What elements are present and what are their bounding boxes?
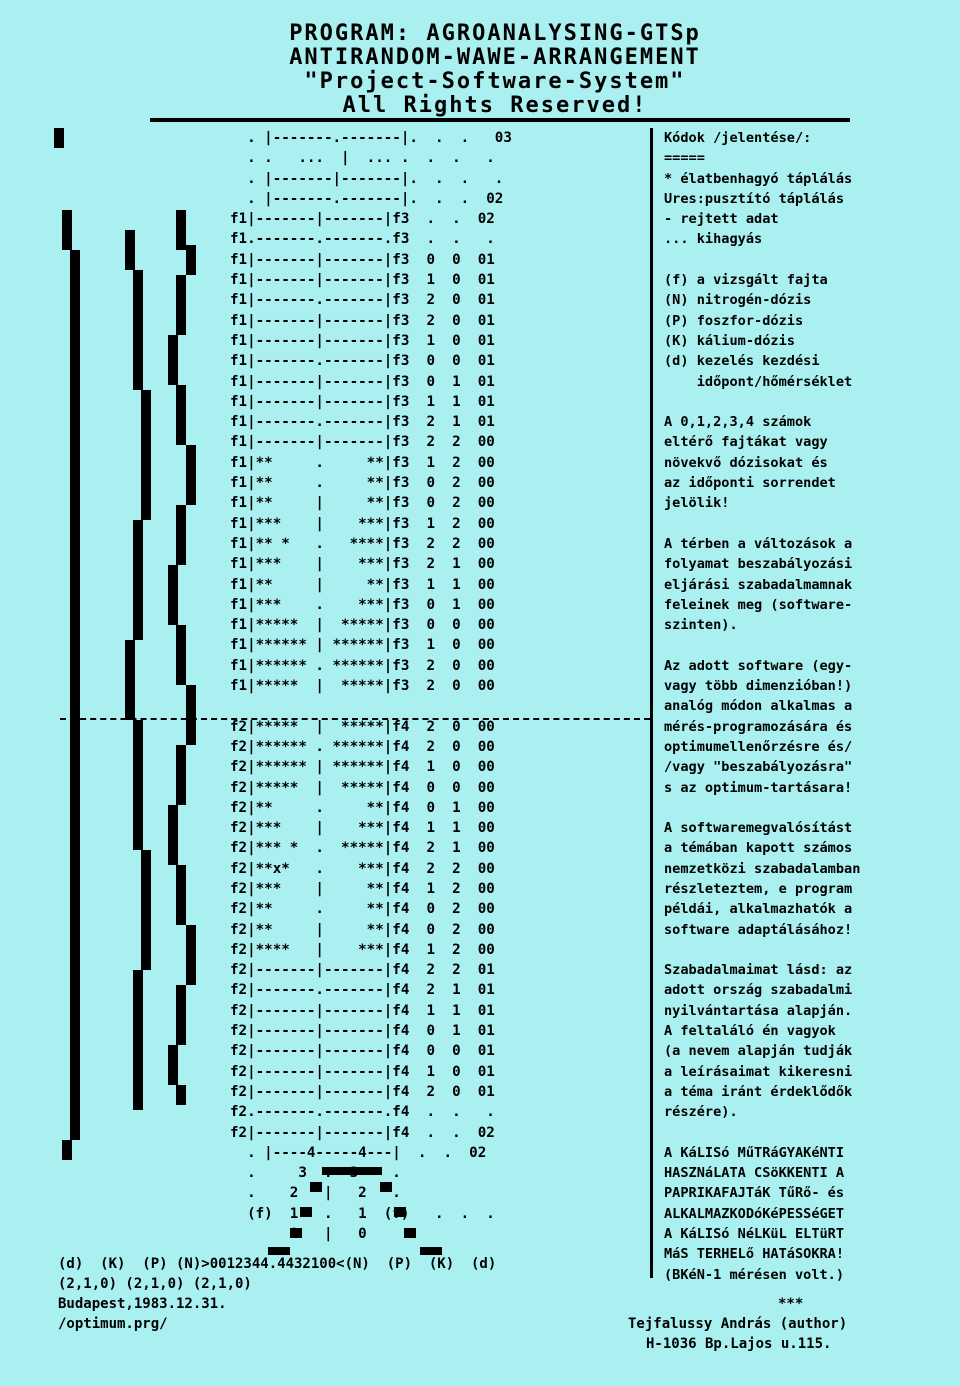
note-line: eltérő fajtákat vagy: [664, 434, 828, 451]
table-row: f2|**** | ***|f4 1 2 00: [230, 941, 495, 958]
table-row: . 2 | 2 .: [230, 1185, 427, 1202]
note-line: az időponti sorrendet: [664, 475, 836, 492]
table-row: f2|-------.-------|f4 2 1 01: [230, 982, 495, 999]
wave-3-l: [168, 805, 178, 865]
wave-3-g: [176, 505, 186, 565]
wave-1-body: [70, 250, 80, 1140]
note-line: HASZNáLATA CSöKKENTI A: [664, 1165, 845, 1182]
table-row: f2|** . **|f4 0 1 00: [230, 799, 495, 816]
note-line: A KáLISó NéLKüL ELTüRT: [664, 1226, 845, 1243]
note-line: - rejtett adat: [664, 211, 779, 228]
note-line: példái, alkalmazhatók a: [664, 901, 853, 918]
table-row: f2|-------|-------|f4 1 0 01: [230, 1063, 495, 1080]
note-line: Ures:pusztító táplálás: [664, 190, 845, 207]
header-line-1: PROGRAM: AGROANALYSING-GTSp: [289, 21, 701, 46]
table-row: f2|****** . ******|f4 2 0 00: [230, 738, 495, 755]
column-divider: [650, 128, 653, 1278]
note-line: Szabadalmaimat lásd: az: [664, 962, 853, 979]
wave-marker: [54, 128, 64, 148]
table-row: f1|-------.-------|f3 2 1 01: [230, 414, 495, 431]
table-row: f1|-------|-------|f3 1 0 01: [230, 272, 495, 289]
note-line: optimumellenőrzésre és/: [664, 738, 853, 755]
note-line: software adaptálásához!: [664, 921, 853, 938]
footer-right: [628, 1294, 948, 1354]
wave-2-g: [141, 850, 151, 970]
wave-3-c: [176, 275, 186, 335]
header-line-4: All Rights Reserved!: [342, 93, 648, 118]
note-line: A KáLISó MűTRáGYAKéNTI: [664, 1144, 845, 1161]
wave-2-h: [133, 970, 143, 1110]
wave-2-a: [125, 230, 135, 270]
note-line: [664, 940, 954, 960]
axis-line: (d) (K) (P) (N)>0012344.4432100<(N) (P) (K) (d): [58, 1256, 497, 1272]
note-line: feleinek meg (software-: [664, 596, 853, 613]
note-line: a téma iránt érdeklődők: [664, 1083, 853, 1100]
filename: /optimum.prg/: [58, 1316, 168, 1332]
address-line: H-1036 Bp.Lajos u.115.: [646, 1336, 832, 1352]
note-line: A softwaremegvalósítást: [664, 820, 853, 837]
note-line: jelölik!: [664, 495, 730, 512]
note-line: /vagy "beszabályozásra": [664, 759, 853, 776]
note-line: [664, 392, 954, 412]
wave-3-q: [176, 1085, 186, 1105]
note-line: A feltaláló én vagyok: [664, 1023, 836, 1040]
table-row: f2|-------|-------|f4 . . 02: [230, 1124, 495, 1141]
note-line: (K) kálium-dózis: [664, 332, 795, 349]
table-row: f2|*** | **|f4 1 2 00: [230, 880, 495, 897]
table-row: f1|-------|-------|f3 1 0 01: [230, 332, 495, 349]
table-row: f2|*** * . *****|f4 2 1 00: [230, 840, 495, 857]
table-row: . |----4-----4---| . . 02: [230, 1144, 487, 1161]
axis-values: (2,1,0) (2,1,0) (2,1,0): [58, 1276, 252, 1292]
note-line: [664, 635, 954, 655]
table-row: f2|-------|-------|f4 2 2 01: [230, 962, 495, 979]
note-line: =====: [664, 150, 705, 167]
data-table: [230, 128, 640, 1244]
note-line: (BKéN-1 mérésen volt.): [664, 1266, 845, 1283]
section-divider: [60, 718, 650, 720]
table-row: f2|** | **|f4 0 2 00: [230, 921, 495, 938]
note-line: vagy több dimenzióban!): [664, 678, 853, 695]
wave-3-a: [176, 210, 186, 250]
note-line: [664, 250, 954, 270]
table-row: f2|-------|-------|f4 0 0 01: [230, 1043, 495, 1060]
note-line: analóg módon alkalmas a: [664, 698, 853, 715]
table-row: f2|***** | *****|f4 2 0 00: [230, 718, 495, 735]
table-row: f1.-------.-------.f3 . . .: [230, 231, 504, 248]
note-line: növekvő dózisokat és: [664, 454, 828, 471]
note-line: (d) kezelés kezdési: [664, 353, 820, 370]
table-row: . |-------.-------|. . . 03: [230, 130, 512, 146]
note-line: MáS TERHELő HATáSOKRA!: [664, 1246, 845, 1263]
table-row: f1|-------|-------|f3 . . 02: [230, 211, 495, 228]
wave-3-o: [176, 985, 186, 1045]
note-line: adott ország szabadalmi: [664, 982, 853, 999]
wave-3-i: [176, 625, 186, 685]
note-line: a témában kapott számos: [664, 840, 853, 857]
table-row: f1|-------|-------|f3 0 1 01: [230, 373, 495, 390]
note-line: időpont/hőmérséklet: [664, 373, 853, 390]
table-row: f1|** . **|f3 1 2 00: [230, 454, 495, 471]
footer-stars: ***: [778, 1296, 804, 1312]
table-row: f1|-------|-------|f3 0 0 01: [230, 251, 495, 268]
table-row: f1|****** | ******|f3 1 0 00: [230, 637, 495, 654]
footer-left: [58, 1254, 658, 1334]
wave-2-d: [133, 520, 143, 640]
note-line: a leírásaimat kikeresni: [664, 1063, 853, 1080]
wave-3-f: [186, 445, 196, 505]
wave-3-n: [186, 925, 196, 985]
note-line: mérés-programozására és: [664, 718, 853, 735]
table-row: f1|-------|-------|f3 1 1 01: [230, 393, 495, 410]
header-line-2: ANTIRANDOM-WAWE-ARRANGEMENT: [289, 45, 701, 70]
table-row: f1|-------.-------|f3 0 0 01: [230, 353, 495, 370]
table-row: f1|-------.-------|f3 2 0 01: [230, 292, 495, 309]
note-line: Az adott software (egy-: [664, 657, 853, 674]
wave-2-f: [133, 720, 143, 850]
table-row: f1|*** . ***|f3 0 1 00: [230, 596, 495, 613]
table-row: [230, 696, 640, 716]
table-row: f1|** | **|f3 1 1 00: [230, 576, 495, 593]
table-row: f1|***** | *****|f3 0 0 00: [230, 617, 495, 634]
note-line: A térben a változások a: [664, 535, 853, 552]
wave-1-bottom: [62, 1140, 72, 1160]
wave-3-h: [168, 565, 178, 625]
table-row: . |-------.-------|. . . 02: [230, 190, 504, 207]
note-line: ALKALMAZKODóKéPESSéGET: [664, 1205, 845, 1222]
note-line: PAPRIKAFAJTáK TűRő- és: [664, 1185, 845, 1202]
wave-3-p: [168, 1045, 178, 1085]
wave-3-e: [176, 385, 186, 445]
table-row: f2|****** | ******|f4 1 0 00: [230, 759, 495, 776]
wave-3-b: [186, 245, 196, 275]
table-row: 0 | 0: [230, 1226, 427, 1243]
table-row: f1|****** . ******|f3 2 0 00: [230, 657, 495, 674]
notes-column: [664, 128, 954, 1285]
wave-2-b: [133, 270, 143, 390]
note-line: * élatbenhagyó táplálás: [664, 170, 853, 187]
table-row: f1|-------|-------|f3 2 2 00: [230, 434, 495, 451]
note-line: (a nevem alapján tudják: [664, 1043, 853, 1060]
table-row: . 3 . 3 .: [230, 1165, 427, 1182]
table-row: f2|*** | ***|f4 1 1 00: [230, 820, 495, 837]
wave-3-j: [186, 685, 196, 745]
table-row: f1|***** | *****|f3 2 0 00: [230, 678, 495, 695]
wave-3-m: [176, 865, 186, 925]
table-row: f1|** . **|f3 0 2 00: [230, 475, 495, 492]
note-line: [664, 798, 954, 818]
note-line: [664, 1123, 954, 1143]
wave-2-e: [125, 640, 135, 720]
place-date: Budapest,1983.12.31.: [58, 1296, 227, 1312]
table-row: . . ... | ... . . . .: [230, 150, 504, 167]
wave-3-k: [176, 745, 186, 805]
wave-3-d: [168, 335, 178, 385]
table-row: f2|-------|-------|f4 2 0 01: [230, 1083, 495, 1100]
note-line: ... kihagyás: [664, 231, 763, 248]
table-row: (f) 1 . 1 (f) . . .: [230, 1205, 504, 1222]
table-row: f2|-------|-------|f4 0 1 01: [230, 1023, 495, 1040]
table-row: . |-------|-------|. . . .: [230, 170, 512, 187]
table-row: f2.-------.-------.f4 . . .: [230, 1104, 504, 1121]
note-line: folyamat beszabályozási: [664, 556, 853, 573]
note-line: Kódok /jelentése/:: [664, 130, 812, 146]
note-line: eljárási szabadalmamnak: [664, 576, 853, 593]
note-line: (N) nitrogén-dózis: [664, 292, 812, 309]
table-row: f2|-------|-------|f4 1 1 01: [230, 1002, 495, 1019]
table-row: f2|***** | *****|f4 0 0 00: [230, 779, 495, 796]
header-line-3: "Project-Software-System": [304, 69, 686, 94]
table-row: f1|*** | ***|f3 2 1 00: [230, 556, 495, 573]
note-line: részleteztem, e program: [664, 880, 853, 897]
note-line: részére).: [664, 1104, 738, 1121]
note-line: nyilvántartása alapján.: [664, 1002, 853, 1019]
table-row: f2|** . **|f4 0 2 00: [230, 901, 495, 918]
table-row: f1|** | **|f3 0 2 00: [230, 495, 495, 512]
note-line: (P) foszfor-dózis: [664, 312, 804, 329]
note-line: s az optimum-tartásara!: [664, 779, 853, 796]
note-line: nemzetközi szabadalamban: [664, 860, 861, 877]
note-line: szinten).: [664, 617, 738, 634]
table-row: f1|** * . ****|f3 2 2 00: [230, 535, 495, 552]
note-line: [664, 514, 954, 534]
table-row: f1|-------|-------|f3 2 0 01: [230, 312, 495, 329]
table-row: f2|**x* . ***|f4 2 2 00: [230, 860, 495, 877]
note-line: (f) a vizsgált fajta: [664, 272, 828, 289]
table-row: f1|*** | ***|f3 1 2 00: [230, 515, 495, 532]
author-line: Tejfalussy András (author): [628, 1316, 848, 1332]
wave-1-top: [62, 210, 72, 250]
note-line: A 0,1,2,3,4 számok: [664, 414, 812, 431]
wave-2-c: [141, 390, 151, 520]
